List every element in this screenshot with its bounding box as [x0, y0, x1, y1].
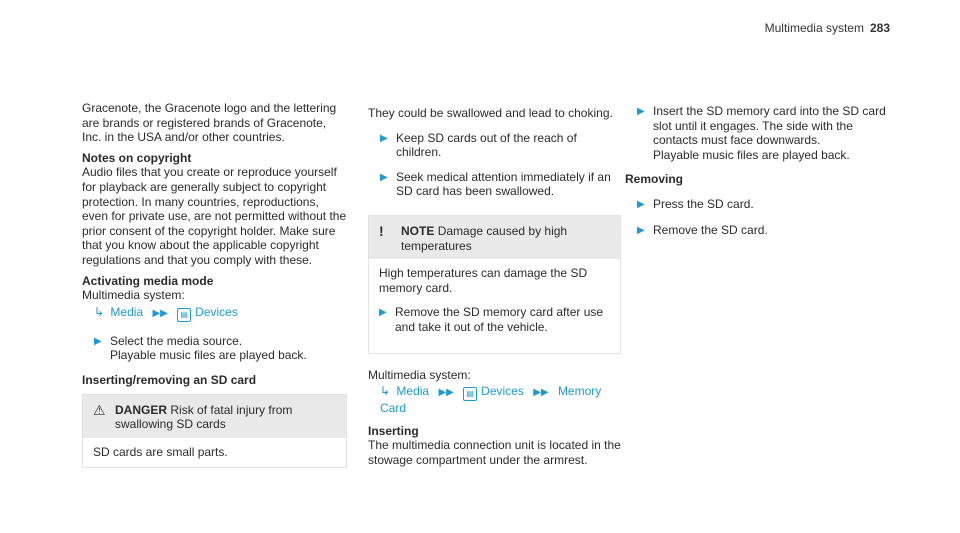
exclamation-icon: ! — [379, 222, 384, 239]
step-keep-away: ▶ Keep SD cards out of the reach of children. — [380, 130, 577, 160]
return-arrow-icon: ↳ — [380, 384, 391, 399]
multimedia-system-label: Multimedia system: — [82, 288, 185, 303]
step-press-card: ▶ Press the SD card. — [637, 196, 754, 211]
double-chevron-icon: ▶▶ — [152, 307, 168, 319]
warning-triangle-icon: ⚠ — [93, 401, 106, 418]
inserting-paragraph: The multimedia connection unit is located in the stowage compartment under the armrest. — [368, 438, 621, 467]
heading-inserting: Inserting — [368, 423, 419, 438]
return-arrow-icon: ↳ — [94, 304, 105, 319]
step-triangle-icon: ▶ — [637, 198, 645, 210]
step-triangle-icon: ▶ — [637, 106, 645, 117]
menu-path — [380, 384, 621, 416]
danger-label: DANGER — [115, 402, 168, 417]
menu-path — [94, 305, 347, 322]
column-2 — [368, 101, 621, 474]
device-icon: ▤ — [177, 308, 191, 322]
section-title: Multimedia system — [764, 21, 864, 35]
nav-media-link[interactable]: Media — [110, 304, 144, 319]
step-triangle-icon: ▶ — [380, 132, 388, 144]
column-3 — [625, 101, 890, 248]
double-chevron-icon: ▶▶ — [438, 387, 454, 399]
nav-devices-link[interactable]: Devices — [481, 384, 524, 399]
heading-activating-media: Activating media mode — [82, 273, 214, 288]
step-remove-card: ▶ Remove the SD card. — [637, 222, 768, 237]
step-triangle-icon: ▶ — [637, 224, 645, 236]
note-body: High temperatures can damage the SD memory card. ▶ Remove the SD memory card after use and take it out of the vehicle. — [369, 259, 620, 352]
choke-paragraph: They could be swallowed and lead to choking. — [368, 106, 613, 120]
note-title: Damage caused by high temperatures — [401, 223, 568, 253]
step-triangle-icon: ▶ — [94, 335, 102, 347]
step-select-source: ▶ Select the media source. Playable music files are played back. — [94, 333, 307, 363]
step-remove-after-use: ▶ Remove the SD memory card after use and take it out of the vehicle. — [379, 305, 604, 334]
note-header — [369, 216, 620, 259]
heading-removing: Removing — [625, 172, 684, 187]
copyright-paragraph: Audio files that you create or reproduce yourself for playback are generally subject to copyright protection. In many countries, reproductions, even for private use, are not permitted without the prior consent of the copyright holder. Make sure that you know about the applicable copyright regulations and that you comply with these. — [82, 165, 347, 267]
heading-copyright: Notes on copyright — [82, 150, 192, 165]
danger-box — [82, 394, 347, 469]
danger-title: Risk of fatal injury from swallowing SD cards — [115, 402, 293, 432]
multimedia-system-label: Multimedia system: — [368, 367, 471, 382]
gracenote-paragraph: Gracenote, the Gracenote logo and the lettering are brands or registered brands of Gracenote, Inc. in the USA and/or other countries. — [82, 101, 337, 145]
danger-header — [83, 395, 346, 438]
nav-media-link[interactable]: Media — [396, 384, 430, 399]
step-triangle-icon: ▶ — [380, 171, 388, 183]
page-number: 283 — [869, 21, 890, 35]
step-seek-medical: ▶ Seek medical attention immediately if an SD card has been swallowed. — [380, 169, 611, 199]
heading-insert-remove-sd: Inserting/removing an SD card — [82, 372, 257, 387]
note-box — [368, 215, 621, 354]
nav-memory-card-link[interactable]: Memory Card — [380, 384, 602, 416]
column-1 — [82, 101, 347, 478]
note-label: NOTE — [401, 223, 435, 238]
nav-devices-link[interactable]: Devices — [195, 304, 238, 319]
step-insert-card: ▶ Insert the SD memory card into the SD card slot until it engages. The side with the contacts must face downwards. Playable music files are played back. — [637, 104, 886, 162]
step-triangle-icon: ▶ — [379, 307, 387, 319]
danger-body: SD cards are small parts. — [93, 444, 228, 459]
page-header — [765, 21, 890, 36]
double-chevron-icon: ▶▶ — [533, 387, 549, 399]
device-icon: ▤ — [463, 387, 477, 401]
